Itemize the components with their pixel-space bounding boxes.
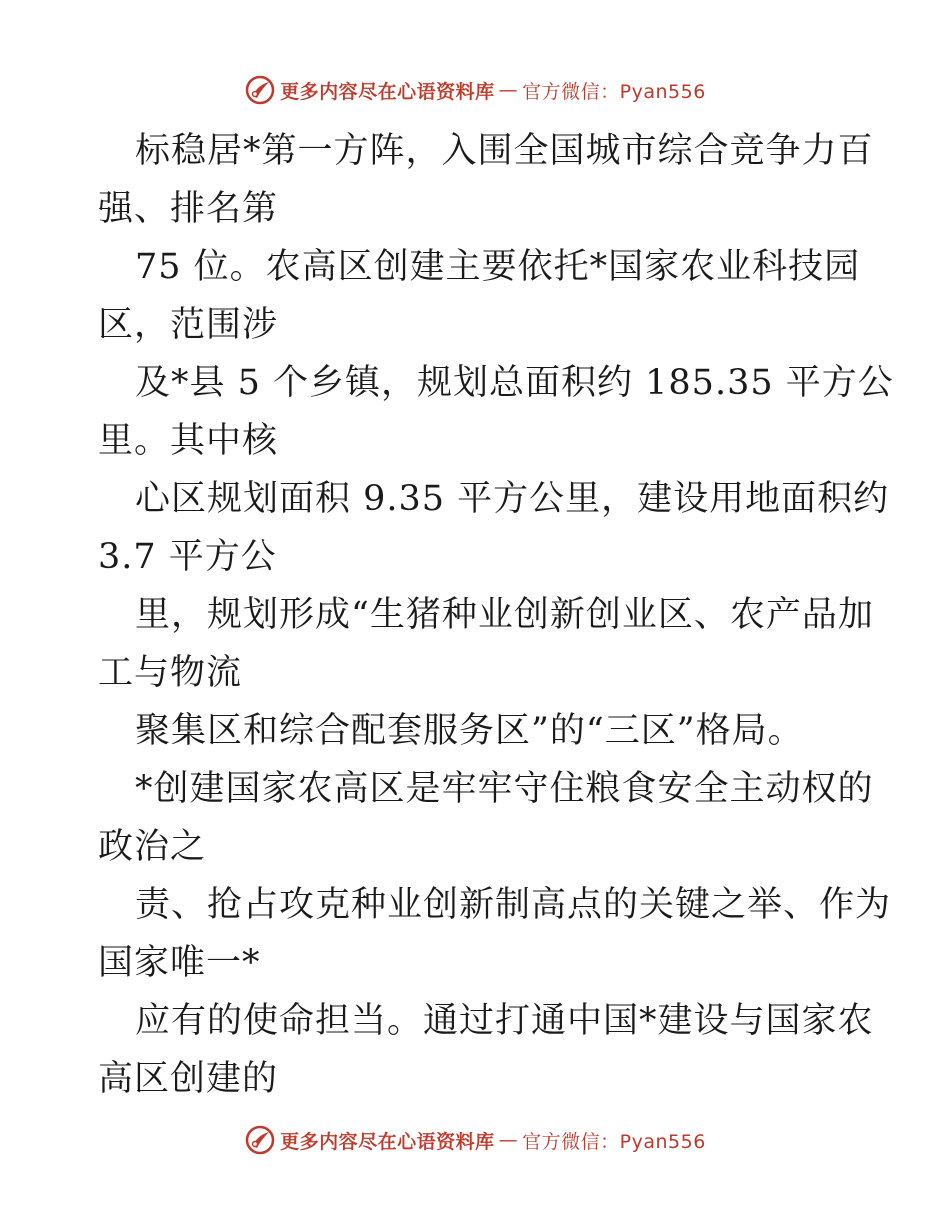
banner-title: 更多内容尽在心语资料库 [280, 1130, 495, 1153]
banner-title: 更多内容尽在心语资料库 [280, 80, 495, 103]
text-line: *创建国家农高区是牢牢守住粮食安全主动权的 [135, 769, 874, 809]
text-line: 工与物流 [98, 653, 243, 693]
text-line: 政治之 [98, 827, 207, 867]
text-line: 里。其中核 [98, 421, 279, 461]
header-watermark-banner [0, 70, 950, 110]
banner-dash: — [498, 79, 519, 101]
text-line: 聚集区和综合配套服务区”的“三区”格局。 [135, 711, 804, 751]
text-line: 强、排名第 [98, 189, 279, 229]
text-line: 责、抢占攻克种业创新制高点的关键之举、作为 [135, 885, 892, 925]
text-line: 里，规划形成“生猪种业创新创业区、农产品加 [135, 595, 874, 635]
text-line: 高区创建的 [98, 1059, 279, 1099]
logo-icon [244, 1124, 276, 1156]
text-line: 标稳居*第一方阵，入围全国城市综合竞争力百 [135, 131, 874, 171]
footer-watermark-banner [0, 1120, 950, 1160]
banner-wechat: 官方微信：Pyan556 [522, 1130, 706, 1153]
text-line: 应有的使命担当。通过打通中国*建设与国家农 [135, 1001, 874, 1041]
logo-icon [244, 74, 276, 106]
document-body [98, 122, 894, 1108]
text-line: 国家唯一* [98, 943, 261, 983]
text-line: 区，范围涉 [98, 305, 279, 345]
text-line: 75 位。农高区创建主要依托*国家农业科技园 [135, 247, 861, 287]
banner-wechat: 官方微信：Pyan556 [522, 80, 706, 103]
text-line: 及*县 5 个乡镇，规划总面积约 185.35 平方公 [135, 363, 894, 403]
banner-dash: — [498, 1129, 519, 1151]
text-line: 心区规划面积 9.35 平方公里，建设用地面积约 [135, 479, 890, 519]
text-line: 3.7 平方公 [98, 537, 277, 577]
